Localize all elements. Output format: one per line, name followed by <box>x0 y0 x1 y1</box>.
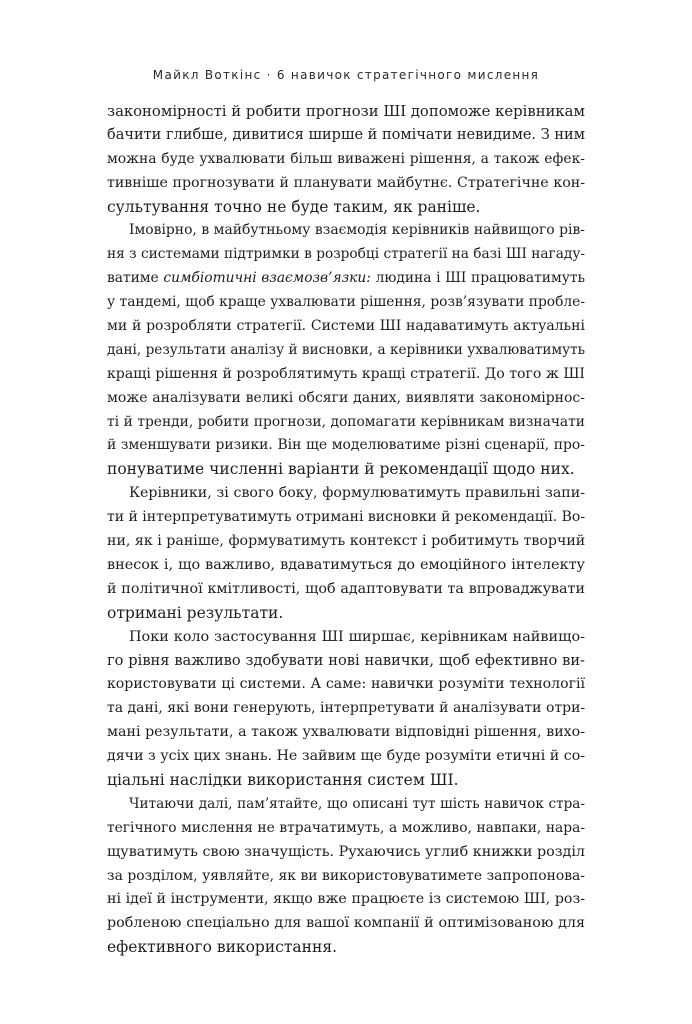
text-line: щуватимуть свою значущість. Рухаючись углиб книжки розділ <box>107 843 585 860</box>
paragraph <box>107 219 585 482</box>
text-line: Поки коло застосування ШІ ширшає, керівникам найвищо- <box>129 628 585 645</box>
text-line: Імовірно, в майбутньому взаємодія керівників найвищого рів- <box>129 222 585 239</box>
text-line: ни, як і раніше, формуватимуть контекст і робитимуть творчий <box>107 533 586 550</box>
text-line: можна буде ухвалювати більш виважені рішення, а також ефек- <box>107 150 585 167</box>
paragraph <box>107 626 585 793</box>
text-line: внесок і, що важливо, вдаватимуться до емоційного інтелекту <box>107 556 585 573</box>
text-line: Керівники, зі свого боку, формулюватимуть правильні запи- <box>129 485 585 502</box>
text-line: ті й тренди, робити прогнози, допомагати керівникам визначати <box>107 413 585 430</box>
text-line: ти й інтерпретуватимуть отримані висновки й рекомендації. Во- <box>107 509 586 526</box>
text-line: мані результати, а також ухвалювати відповідні рішення, вихо- <box>107 724 585 741</box>
text-line: тегічного мислення не втрачатимуть, а можливо, навпаки, нара- <box>107 819 585 836</box>
text-line: у тандемі, щоб краще ухвалювати рішення, розв’язувати пробле- <box>107 294 585 311</box>
text-line: й політичної кмітливості, щоб адаптовувати та впроваджувати <box>107 580 585 597</box>
text-line: ні ідеї й інструменти, якщо вже працюєте із системою ШІ, роз- <box>107 891 585 908</box>
text-line: ми й розробляти стратегії. Системи ШІ надаватимуть актуальні <box>107 318 585 335</box>
running-head: Майкл Воткінс · 6 навичок стратегічного мислення <box>152 68 540 82</box>
text-line: ня з системами підтримки в розробці стратегії на базі ШІ нагаду- <box>107 246 585 263</box>
text-line: отримані результати. <box>107 603 284 622</box>
paragraph <box>107 100 585 219</box>
text-line: сультування точно не буде таким, як раніше. <box>107 197 481 216</box>
text-line: може аналізувати великі обсяги даних, виявляти закономірнос- <box>107 389 585 406</box>
text-run: людина і ШІ працюватимуть <box>370 270 585 287</box>
text-line: бачити глибше, дивитися ширше й помічати невидиме. З ним <box>107 126 585 143</box>
text-line: понуватиме численні варіанти й рекомендації щодо них. <box>107 460 575 479</box>
paragraph <box>107 482 585 625</box>
text-line: за розділом, уявляйте, як ви використовуватимете запропонова- <box>107 867 585 884</box>
text-line: ефективного використання. <box>107 938 338 957</box>
text-run: ватиме <box>107 270 164 287</box>
text-line <box>107 267 585 291</box>
text-line: й зменшувати ризики. Він ще моделюватиме різні сценарії, про- <box>107 437 585 454</box>
text-line: дані, результати аналізу й висновки, а керівники ухвалюватимуть <box>107 341 585 358</box>
text-line: ціальні наслідки використання систем ШІ. <box>107 770 459 789</box>
body-text <box>107 100 585 960</box>
text-line: закономірності й робити прогнози ШІ допоможе керівникам <box>107 103 585 120</box>
text-line: тивніше прогнозувати й планувати майбутнє. Стратегічне кон- <box>107 174 585 191</box>
text-line: та дані, які вони генерують, інтерпретувати й аналізувати отри- <box>107 700 586 717</box>
italic-term: симбіотичні взаємозв’язки: <box>163 270 371 287</box>
text-line: кращі рішення й розроблятимуть кращі стратегії. До того ж ШІ <box>107 365 585 382</box>
text-line: користовувати ці системи. А саме: навички розуміти технології <box>107 676 585 693</box>
text-line: робленою спеціально для вашої компанії й оптимізованою для <box>107 915 585 932</box>
paragraph <box>107 793 585 960</box>
text-line: го рівня важливо здобувати нові навички, щоб ефективно ви- <box>107 652 585 670</box>
text-line: Читаючи далі, пам’ятайте, що описані тут шість навичок стра- <box>129 795 585 812</box>
text-line: дячи з усіх цих знань. Не зайвим ще буде розуміти етичні й со- <box>107 748 586 765</box>
